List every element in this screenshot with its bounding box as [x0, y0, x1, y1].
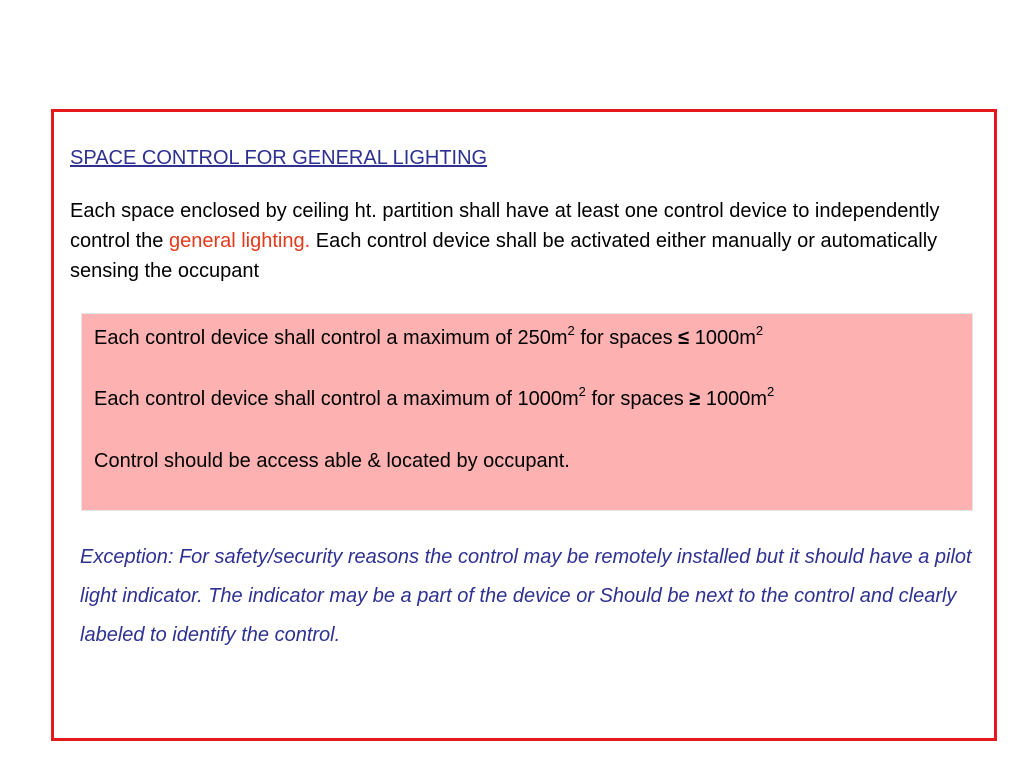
rules-box: [81, 313, 973, 511]
rule-item: Each control device shall control a maximum of $1000m^2$ for spaces ≥ $1000m^2$: [94, 384, 775, 410]
intro-highlight: general lighting.: [168, 230, 311, 252]
rule-item: Control should be access able & located by occupant.: [94, 450, 570, 472]
page-title: SPACE CONTROL FOR GENERAL LIGHTING: [70, 147, 488, 169]
greater-equal-symbol: ≥: [689, 388, 701, 410]
rule-item: Each control device shall control a maximum of $250m^2$ for spaces ≤ $1000m^2$: [94, 323, 764, 349]
intro-text-start: Each space enclosed by ceiling ht. partition shall have at least one control device to independently control the: [70, 200, 940, 252]
less-equal-symbol: ≤: [678, 327, 690, 349]
intro-paragraph: [70, 196, 995, 286]
intro-text-end: Each control device shall be activated either manually or automatically sensing the occupant: [70, 230, 938, 282]
exception-note: Exception: For safety/security reasons the control may be remotely installed but it should have a pilot light indicator. The indicator may be a part of the device or Should be next to the control and clearly labeled to identify the control.: [80, 546, 972, 646]
